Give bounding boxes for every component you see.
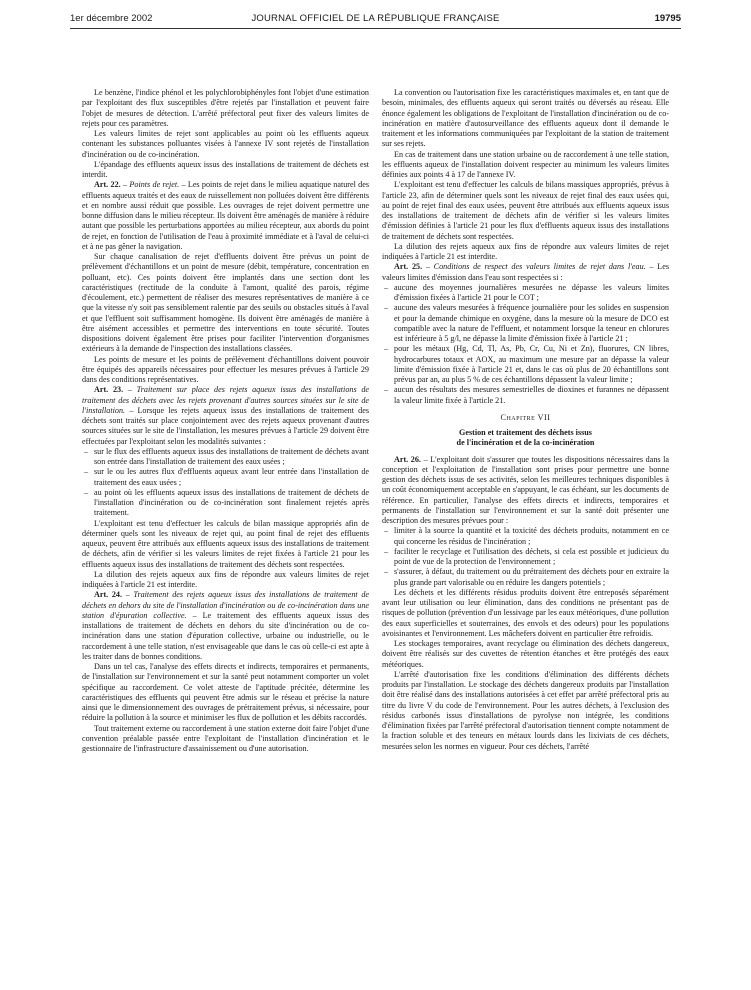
article-title: – Traitement sur place des rejets aqueux issus des installations de traitement des déchets avec les rejets provenant d'autres sources situées sur le site de l'installation. bbox=[82, 385, 369, 415]
article-text: – Les valeurs limites d'émission dans l'eau sont respectées si : bbox=[382, 262, 669, 282]
list-item: – faciliter le recyclage et l'utilisation des déchets, si cela est possible et judicieux du point de vue de la protection de l'environnement ; bbox=[382, 547, 669, 568]
list-item: – sur le flux des effluents aqueux issus des installations de traitement de déchets avant son entrée dans l'installation de traitement des eaux usées ; bbox=[82, 447, 369, 468]
article-label: Art. 23. bbox=[94, 385, 124, 395]
list-item: – pour les métaux (Hg, Cd, Tl, As, Pb, Cr, Cu, Ni et Zn), fluorures, CN libres, hydrocarbures totaux et AOX, au maximum une mesure par an dépasse la valeur limite d'émission fixée à l'article 21 et, dans le cas où plus de 20 échantillons sont prévus par an, au plus 5 % de ces échantillons dépassent la valeur limite ; bbox=[382, 344, 669, 385]
paragraph: La convention ou l'autorisation fixe les caractéristiques maximales et, en tant que de besoin, minimales, des effluents aqueux qui seront traités ou déversés au réseau. Elle énonce également les obligations de l'exploitant de l'installation d'incinération ou de co-incinération en matière d'autosurveillance des effluents aqueux dont il demande le traitement et les informations communiquées par l'exploitant de la station de traitement sur ses rejets. bbox=[382, 88, 669, 149]
page-header bbox=[70, 10, 681, 26]
article-title: – Traitement des rejets aqueux issus des installations de traitement de déchets en dehors du site de l'installation d'incinération ou de co-incinération dans une station d'épuration collective. bbox=[82, 590, 369, 620]
article-label: Art. 22. bbox=[94, 180, 121, 190]
paragraph: Les points de mesure et les points de prélèvement d'échantillons doivent pouvoir être équipés des appareils nécessaires pour effectuer les mesures prévues à l'article 29 dans des conditions représentatives. bbox=[82, 354, 369, 384]
article-text: – L'exploitant doit s'assurer que toutes les dispositions nécessaires dans la conception et l'exploitation de l'installation sont prises pour permettre une bonne gestion des déchets issus de ses activités, selon les meilleures techniques disponibles à un coût économiquement acceptable en s'appuyant, le cas échéant, sur les documents de référence. En particulier, l'analyse des effets directs et indirects, temporaires et permanents de l'installation sur l'environnement et sur la santé doit présenter une description des mesures prévues pour : bbox=[382, 454, 669, 525]
bullet-list bbox=[382, 526, 669, 588]
header-rule bbox=[70, 28, 681, 29]
article-25 bbox=[382, 262, 669, 283]
chapter-title bbox=[382, 428, 669, 449]
article-label: Art. 26. bbox=[394, 454, 421, 464]
article-26 bbox=[382, 455, 669, 527]
list-item: – sur le ou les autres flux d'effluents aqueux avant leur entrée dans l'installation de traitement des eaux usées ; bbox=[82, 467, 369, 488]
paragraph: La dilution des rejets aqueux aux fins de répondre aux valeurs limites de rejet indiquées à l'article 21 est interdite. bbox=[82, 569, 369, 589]
list-item: – limiter à la source la quantité et la toxicité des déchets produits, notamment en ce qui concerne les résidus de l'incinération ; bbox=[382, 526, 669, 547]
article-label: Art. 24. bbox=[94, 590, 123, 600]
article-text: – Les points de rejet dans le milieu aquatique naturel des effluents aqueux traités et des eaux de ruissellement non polluées doivent être différents et en nombre aussi réduit que possible. Les ouvrages de rejet doivent permettre une bonne diffusion dans le milieu récepteur. Ils doivent être aménagés de manière à réduire autant que possible les perturbations apportées au milieu récepteur, aux abords du point de rejet, en fonction de l'utilisation de l'eau à proximité immédiate et à l'aval de celui-ci et à ne pas gêner la navigation. bbox=[82, 180, 369, 251]
paragraph: En cas de traitement dans une station urbaine ou de raccordement à une telle station, les effluents aqueux de l'installation doivent respecter au minimum les valeurs limites définies aux points 4 à 17 de l'annexe IV. bbox=[382, 149, 669, 179]
article-24 bbox=[82, 590, 369, 662]
paragraph: Tout traitement externe ou raccordement à une station externe doit faire l'objet d'une convention préalable passée entre l'exploitant de l'installation d'incinération et le gestionnaire de l'infrastructure d'assainissement ou d'une autorisation. bbox=[82, 723, 369, 753]
left-column bbox=[82, 88, 369, 978]
header-page-number: 19795 bbox=[654, 13, 681, 24]
list-item: – au point où les effluents aqueux issus des installations de traitement de déchets de l'installation d'incinération ou de co-incinération sont finalement rejetés après traitement. bbox=[82, 488, 369, 519]
article-title: Points de rejet. bbox=[129, 180, 180, 190]
paragraph: La dilution des rejets aqueux aux fins de répondre aux valeurs limites de rejet indiquées à l'article 21 est interdite. bbox=[382, 241, 669, 261]
header-date: 1er décembre 2002 bbox=[70, 13, 153, 24]
header-title: JOURNAL OFFICIEL DE LA RÉPUBLIQUE FRANÇAISE bbox=[251, 13, 500, 24]
paragraph: Les déchets et les différents résidus produits doivent être entreposés séparément avant leur utilisation ou leur élimination, dans des conditions ne présentant pas de risques de pollution (prévention d'un lessivage par les eaux météoriques, d'une pollution des eaux superficielles et souterraines, des envols et des odeurs) pour les populations avoisinantes et l'environnement. Les mâchefers doivent en particulier être refroidis. bbox=[382, 587, 669, 638]
right-column bbox=[382, 88, 669, 978]
paragraph: L'arrêté d'autorisation fixe les conditions d'élimination des différents déchets produits par l'installation. Le stockage des déchets dangereux produits par l'installation doit être réalisé dans des installations autorisées à cet effet par arrêté préfectoral pris au titre du livre V du code de l'environnement. Pour les autres déchets, à l'exclusion des résidus carbonés issus d'installations de pyrolyse non intégrée, les conditions d'élimination fixées par l'arrêté préfectoral d'autorisation tiennent compte notamment de la fraction soluble et des teneurs en métaux lourds dans les lixiviats de ces déchets, mesurées selon les normes en vigueur. Pour ces déchets, l'arrêté bbox=[382, 669, 669, 751]
article-text: – Le traitement des effluents aqueux issus des installations de traitement de déchets en dehors du site d'incinération ou de co-incinération dans une station d'épuration collective, urbaine ou industrielle, ou le raccordement à une telle station, n'est envisageable que dans le cas où celle-ci est apte à les traiter dans de bonnes conditions. bbox=[82, 610, 369, 661]
article-title: – Conditions de respect des valeurs limites de rejet dans l'eau. bbox=[425, 262, 646, 272]
article-label: Art. 25. bbox=[394, 262, 423, 272]
article-23 bbox=[82, 385, 369, 447]
paragraph: Dans un tel cas, l'analyse des effets directs et indirects, temporaires et permanents, de l'installation sur l'environnement et sur la santé peut notamment comporter un volet spécifique au raccordement. Ce volet atteste de l'aptitude précitée, détermine les caractéristiques des effluents qui peuvent être admis sur le réseau et précise la nature ainsi que le dimensionnement des ouvrages de prétraitement prévus, si nécessaire, pour réduire la pollution à la source et minimiser les flux de pollution et les débits raccordés. bbox=[82, 662, 369, 723]
bullet-list bbox=[382, 283, 669, 406]
paragraph: Le benzène, l'indice phénol et les polychlorobiphényles font l'objet d'une estimation par l'exploitant des flux susceptibles d'être rejetés par l'installation et peuvent faire l'objet de mesures de détection. L'arrêté préfectoral peut fixer des valeurs limites de rejets pour ces paramètres. bbox=[82, 88, 369, 128]
list-item: – aucune des valeurs mesurées à fréquence journalière pour les solides en suspension et pour la demande chimique en oxygène, dans la mesure où la mesure de DCO est compatible avec la nature de l'effluent, et notamment lorsque la teneur en chlorures est inférieure à 5 g/l, ne dépasse la limite d'émission fixée à l'article 21 ; bbox=[382, 303, 669, 344]
chapter-title-line: Gestion et traitement des déchets issus bbox=[459, 428, 592, 437]
article-22: Art. 22. – Points de rejet. – Les points de rejet dans le milieu aquatique naturel des effluents aqueux traités et des eaux de ruissellement non polluées doivent être différents et en nombre aussi réduit que possible. Les ouvrages de rejet doivent permettre une bonne diffusion dans le milieu récepteur. Ils doivent être aménagés de manière à réduire autant que possible les perturbations apportées au milieu récepteur, aux abords du point de rejet, en fonction de l'utilisation de l'eau à proximité immédiate et à l'aval de celui-ci et à ne pas gêner la navigation. bbox=[82, 180, 369, 251]
bullet-list bbox=[82, 447, 369, 519]
paragraph: Les valeurs limites de rejet sont applicables au point où les effluents aqueux contenant les substances polluantes visées à l'annexe IV sont rejetés de l'installation d'incinération ou de co-incinération. bbox=[82, 129, 369, 159]
paragraph: Sur chaque canalisation de rejet d'effluents doivent être prévus un point de prélèvement d'échantillons et un point de mesure (débit, température, concentration en polluant, etc). Ces points doivent être implantés dans une section dont les caractéristiques (rectitude de la conduite à l'amont, qualité des parois, régime d'écoulement, etc.) permettent de réaliser des mesures représentatives de manière à ce que la vitesse n'y soit pas sensiblement ralentie par des seuils ou obstacles situés à l'aval et que l'effluent soit suffisamment homogène. Ils doivent être aménagés de manière à être aisément accessibles et permettre des interventions en toute sécurité. Toutes dispositions doivent également être prises pour faciliter l'intervention d'organismes extérieurs à la demande de l'inspection des installations classées. bbox=[82, 252, 369, 354]
paragraph: Les stockages temporaires, avant recyclage ou élimination des déchets dangereux, doivent être réalisés sur des cuvettes de rétention étanches et être protégés des eaux météoriques. bbox=[382, 639, 669, 669]
article-text: – Lorsque les rejets aqueux issus des installations de traitement des déchets sont traités sur place conjointement avec des rejets aqueux provenant d'autres sources situées sur le site de l'installation, les mesures prévues à l'article 29 doivent être effectuées par l'exploitant selon les modalités suivantes : bbox=[82, 405, 369, 446]
paragraph: L'épandage des effluents aqueux issus des installations de traitement de déchets est interdit. bbox=[82, 159, 369, 179]
list-item: – s'assurer, à défaut, du traitement ou du prétraitement des déchets pour en extraire la plus grande part valorisable ou en réduire les dangers potentiels ; bbox=[382, 567, 669, 588]
chapter-title-line: de l'incinération et de la co-incinération bbox=[456, 438, 595, 448]
paragraph: L'exploitant est tenu d'effectuer les calculs de bilan massique appropriés afin de déterminer quels sont les niveaux de rejet qui, au point final de rejet des effluents aqueux, peuvent être attribués aux effluents aqueux issus des installations de traitement de déchets, afin de vérifier si les valeurs limites de rejet fixées à l'article 21 pour les effluents aqueux issus des installations de traitement des déchets sont respectées. bbox=[82, 518, 369, 569]
chapter-heading: Chapitre VII bbox=[500, 412, 551, 422]
paragraph: L'exploitant est tenu d'effectuer les calculs de bilans massiques appropriés, prévus à l'article 23, afin de déterminer quels sont les niveaux de rejet final des eaux usées qui, au point de rejet final des eaux usées, peuvent être attribués aux effluents aqueux issus des installations de traitement de déchets afin de vérifier si les valeurs limites d'émission définies à l'article 21 pour les flux d'effluents aqueux issus des installations de traitement de déchets sont respectées. bbox=[382, 180, 669, 241]
list-item: – aucun des résultats des mesures semestrielles de dioxines et furannes ne dépassent la valeur limite fixée à l'article 21. bbox=[382, 385, 669, 406]
list-item: – aucune des moyennes journalières mesurées ne dépasse les valeurs limites d'émission fixées à l'article 21 pour le COT ; bbox=[382, 283, 669, 304]
